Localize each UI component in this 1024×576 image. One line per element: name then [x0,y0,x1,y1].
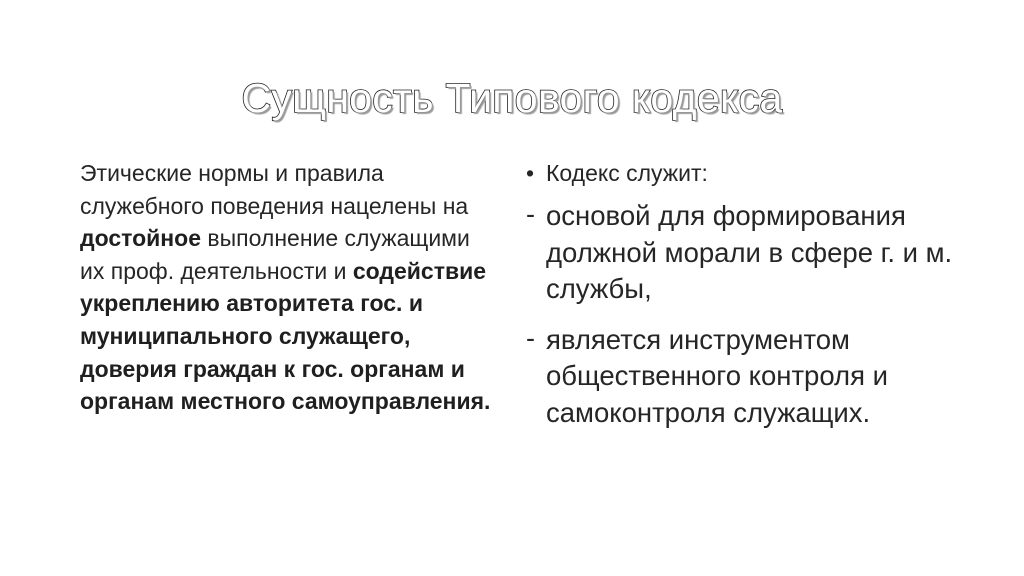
slide-title: Сущность Типового кодекса [241,75,783,121]
dash-icon: - [526,322,535,353]
left-bold-part-1: достойное [80,225,202,252]
dash-item-text: является инструментом общественного контроля и самоконтроля служащих. [546,323,888,428]
left-bold-part-2: содействие укреплению авторитета гос. и муниципального служащего, доверия граждан к гос. органам и органам местного самоуправления. [80,257,491,415]
dash-item [522,322,982,432]
bullet-text: Кодекс служит: [546,160,708,186]
dash-icon: - [526,199,535,229]
right-text-block [522,156,982,431]
left-text-part-1: Этические нормы и правила служебного поведения нацелены на [80,160,469,219]
bullet-item [522,156,982,190]
dash-item [522,198,982,308]
left-text-block [80,157,500,418]
left-text-part-2: выполнение служащими их проф. деятельности и [80,225,470,284]
dash-item-text: основой для формирования должной морали в сфере г. и м. службы, [546,200,953,304]
bullet-icon: • [526,160,535,186]
